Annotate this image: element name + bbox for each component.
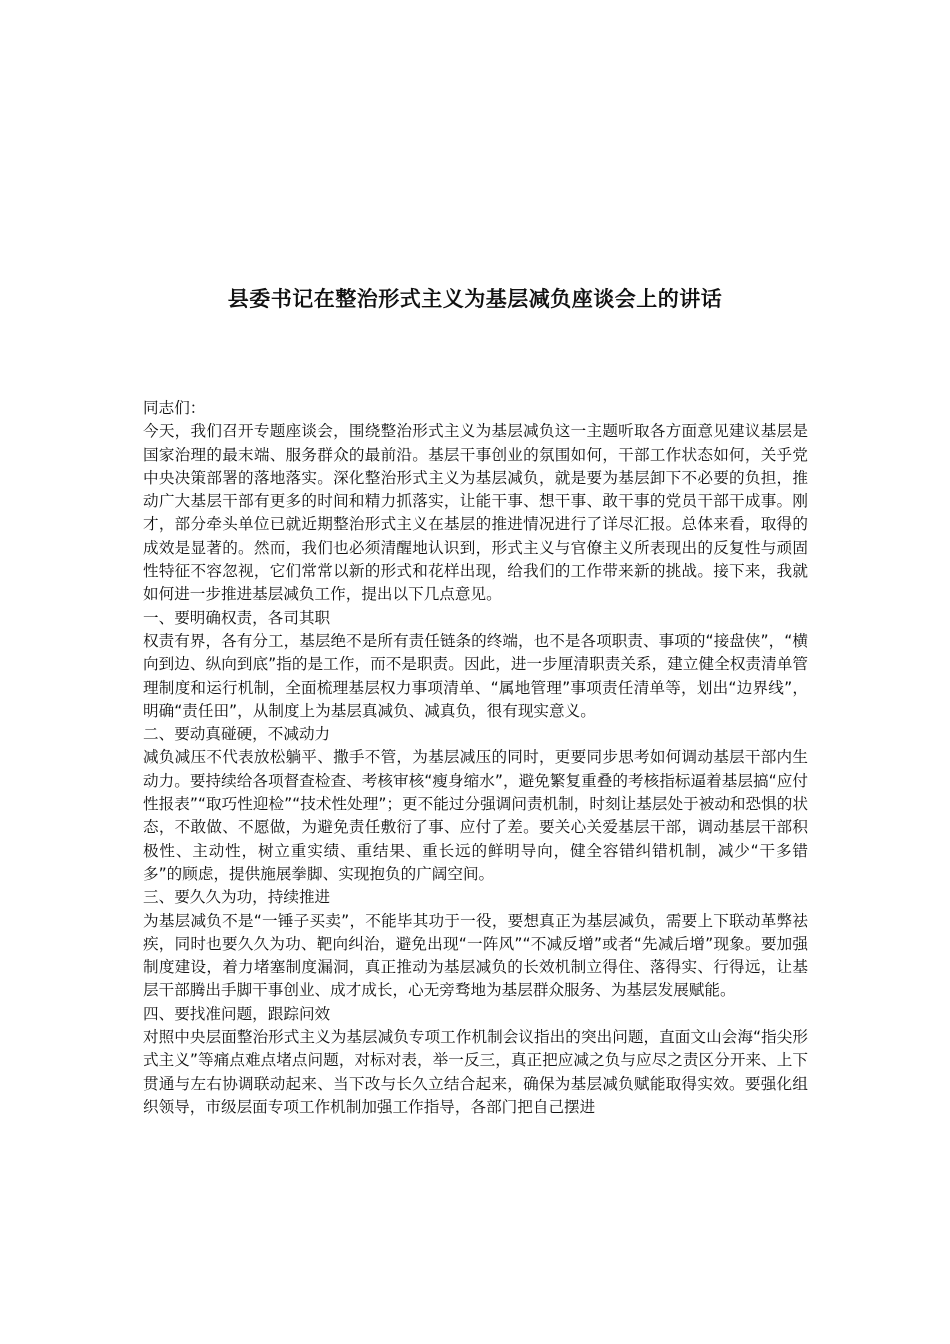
salutation: 同志们：	[143, 399, 206, 417]
section-heading-4: 四、要找准问题，跟踪问效	[143, 1004, 331, 1023]
intro-paragraph: 今天，我们召开专题座谈会，围绕整治形式主义为基层减负这一主题听取各方面意见建议基层是国家治理的最末端、服务群众的最前沿。基层干事创业的氛围如何，干部工作状态如何，关乎党中央决策部署的落地落实。深化整治形式主义为基层减负，就是要为基层卸下不必要的负担，推动广大基层干部有更多的时间和精力抓落实，让能干事、想干事、敢干事的党员干部干成事。刚才，部分牵头单位已就近期整治形式主义在基层的推进情况进行了详尽汇报。总体来看，取得的成效是显著的。然而，我们也必须清醒地认识到，形式主义与官僚主义所表现出的反复性与顽固性特征不容忽视，它们常常以新的形式和花样出现，给我们的工作带来新的挑战。接下来，我就如何进一步推进基层减负工作，提出以下几点意见。	[143, 422, 808, 604]
section-heading-3: 三、要久久为功，持续推进	[143, 888, 331, 907]
document-body	[143, 397, 808, 1119]
section-paragraph-4: 对照中央层面整治形式主义为基层减负专项工作机制会议指出的突出问题，直面文山会海“指尖形式主义”等痛点难点堵点问题，对标对表，举一反三，真正把应减之负与应尽之责区分开来、上下贯通与左右协调联动起来、当下改与长久立结合起来，确保为基层减负赋能取得实效。要强化组织领导，市级层面专项工作机制加强工作指导，各部门把自己摆进	[143, 1028, 808, 1116]
section-paragraph-2: 减负减压不代表放松躺平、撒手不管，为基层减压的同时，更要同步思考如何调动基层干部内生动力。要持续给各项督查检查、考核审核“瘦身缩水”，避免繁复重叠的考核指标逼着基层搞“应付性报表”“取巧性迎检”“技术性处理”；更不能过分强调问责机制，时刻让基层处于被动和恐惧的状态，不敢做、不愿做，为避免责任敷衍了事、应付了差。要关心关爱基层干部，调动基层干部积极性、主动性，树立重实绩、重结果、重长远的鲜明导向，健全容错纠错机制，减少“干多错多”的顾虑，提供施展拳脚、实现抱负的广阔空间。	[143, 748, 808, 883]
section-heading-2: 二、要动真碰硬，不减动力	[143, 725, 331, 744]
section-paragraph-1: 权责有界，各有分工，基层绝不是所有责任链条的终端，也不是各项职责、事项的“接盘侠”，“横向到边、纵向到底”指的是工作，而不是职责。因此，进一步厘清职责关系，建立健全权责清单管理制度和运行机制，全面梳理基层权力事项清单、“属地管理”事项责任清单等，划出“边界线”，明确“责任田”，从制度上为基层真减负、减真负，很有现实意义。	[143, 631, 808, 720]
section-heading-1: 一、要明确权责，各司其职	[143, 608, 331, 627]
document-title: 县委书记在整治形式主义为基层减负座谈会上的讲话	[227, 287, 723, 311]
section-paragraph-3: 为基层减负不是“一锤子买卖”，不能毕其功于一役，要想真正为基层减负，需要上下联动革弊祛疾，同时也要久久为功、靶向纠治，避免出现“一阵风”“不减反增”或者“先减后增”现象。要加强制度建设，着力堵塞制度漏洞，真正推动为基层减负的长效机制立得住、落得实、行得远，让基层干部腾出手脚干事创业、成才成长，心无旁骛地为基层群众服务、为基层发展赋能。	[143, 911, 808, 1000]
